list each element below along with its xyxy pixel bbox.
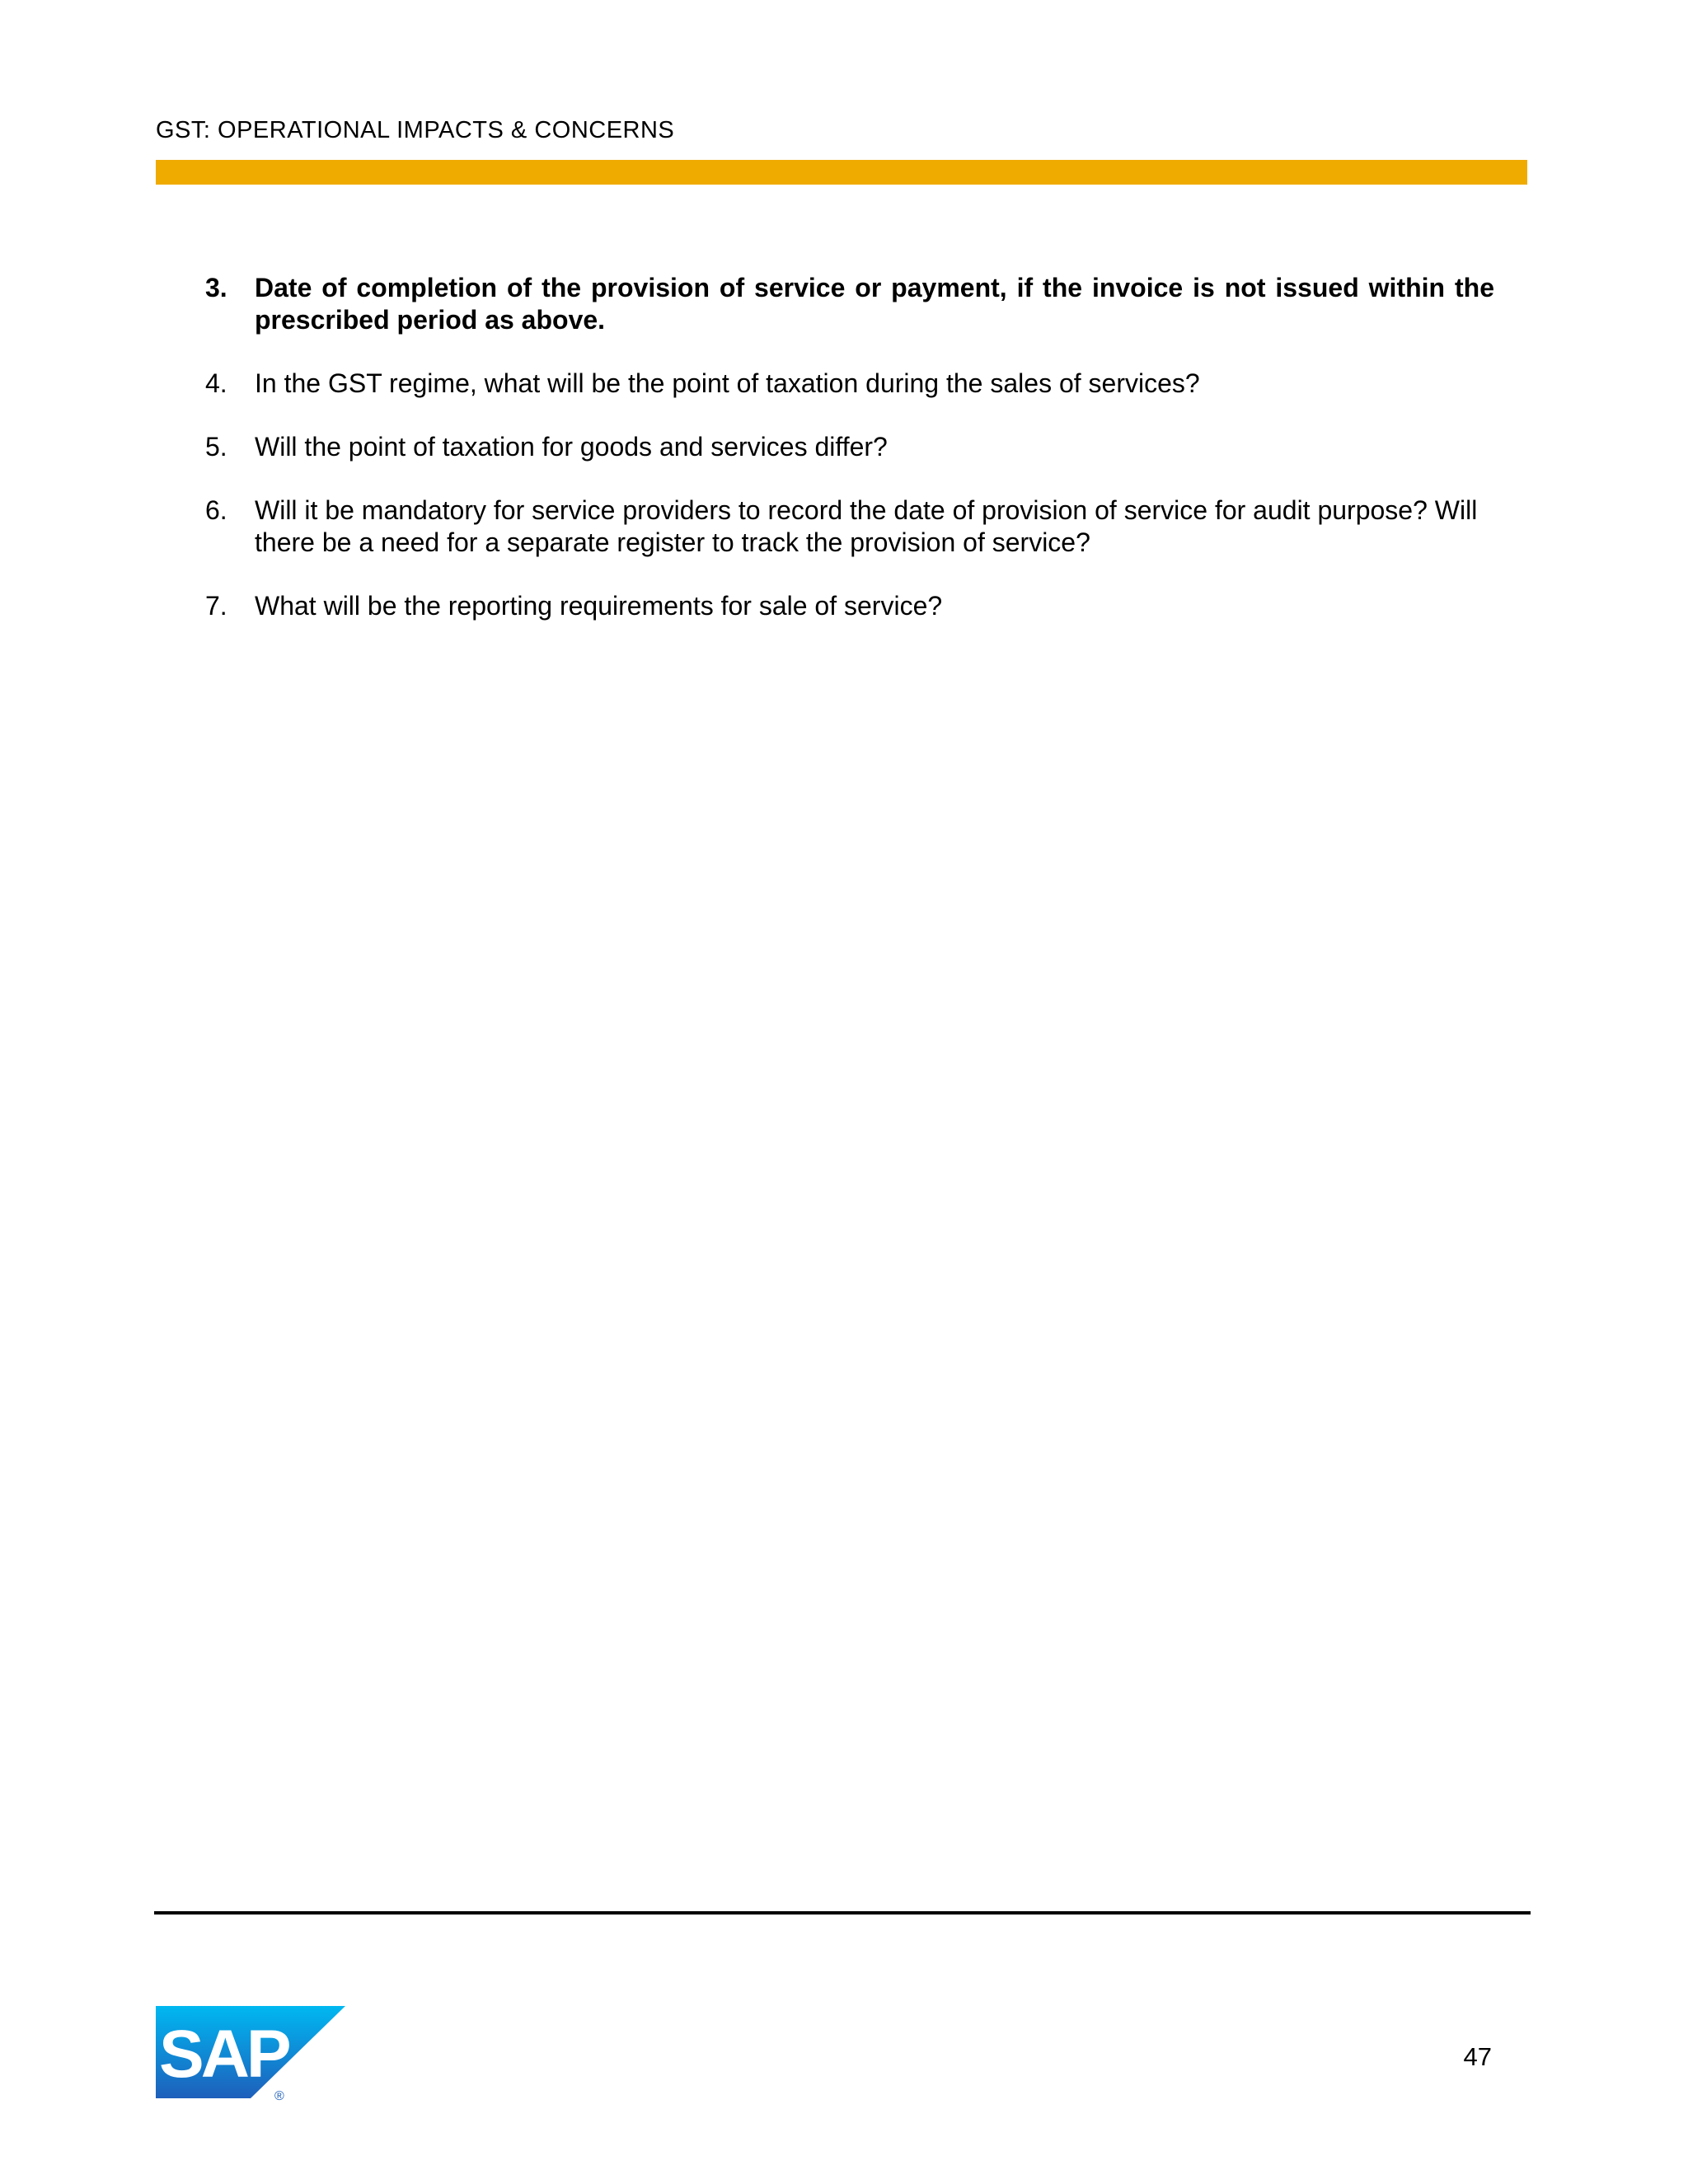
- list-item-number: 6.: [205, 495, 227, 525]
- list-item: [205, 431, 1494, 463]
- list-item: [205, 590, 1494, 622]
- question-list: [205, 272, 1494, 654]
- list-item-number: 4.: [205, 368, 227, 398]
- sap-logo-icon: [156, 2006, 345, 2102]
- list-item-text: Date of completion of the provision of service or payment, if the invoice is not issued within the prescribed period as above.: [255, 273, 1494, 335]
- page-number: 47: [1463, 2042, 1492, 2071]
- registered-mark: ®: [274, 2089, 284, 2102]
- list-item-number: 7.: [205, 591, 227, 621]
- list-item-text: In the GST regime, what will be the point of taxation during the sales of services?: [255, 368, 1200, 398]
- list-item-number: 5.: [205, 432, 227, 462]
- list-item-text: What will be the reporting requirements for sale of service?: [255, 591, 943, 621]
- list-item: [205, 272, 1494, 336]
- list-item-text: Will it be mandatory for service providers to record the date of provision of service for audit purpose? Will there be a need for a separate register to track the provision of service?: [255, 495, 1478, 557]
- list-item-number: 3.: [205, 273, 227, 302]
- list-item: [205, 368, 1494, 400]
- list-item-text: Will the point of taxation for goods and services differ?: [255, 432, 888, 462]
- header-accent-bar: [156, 160, 1527, 185]
- sap-logo-text: SAP: [159, 2017, 288, 2092]
- list-item: [205, 494, 1494, 559]
- page-header-title: GST: OPERATIONAL IMPACTS & CONCERNS: [156, 117, 675, 143]
- footer-divider: [154, 1911, 1531, 1915]
